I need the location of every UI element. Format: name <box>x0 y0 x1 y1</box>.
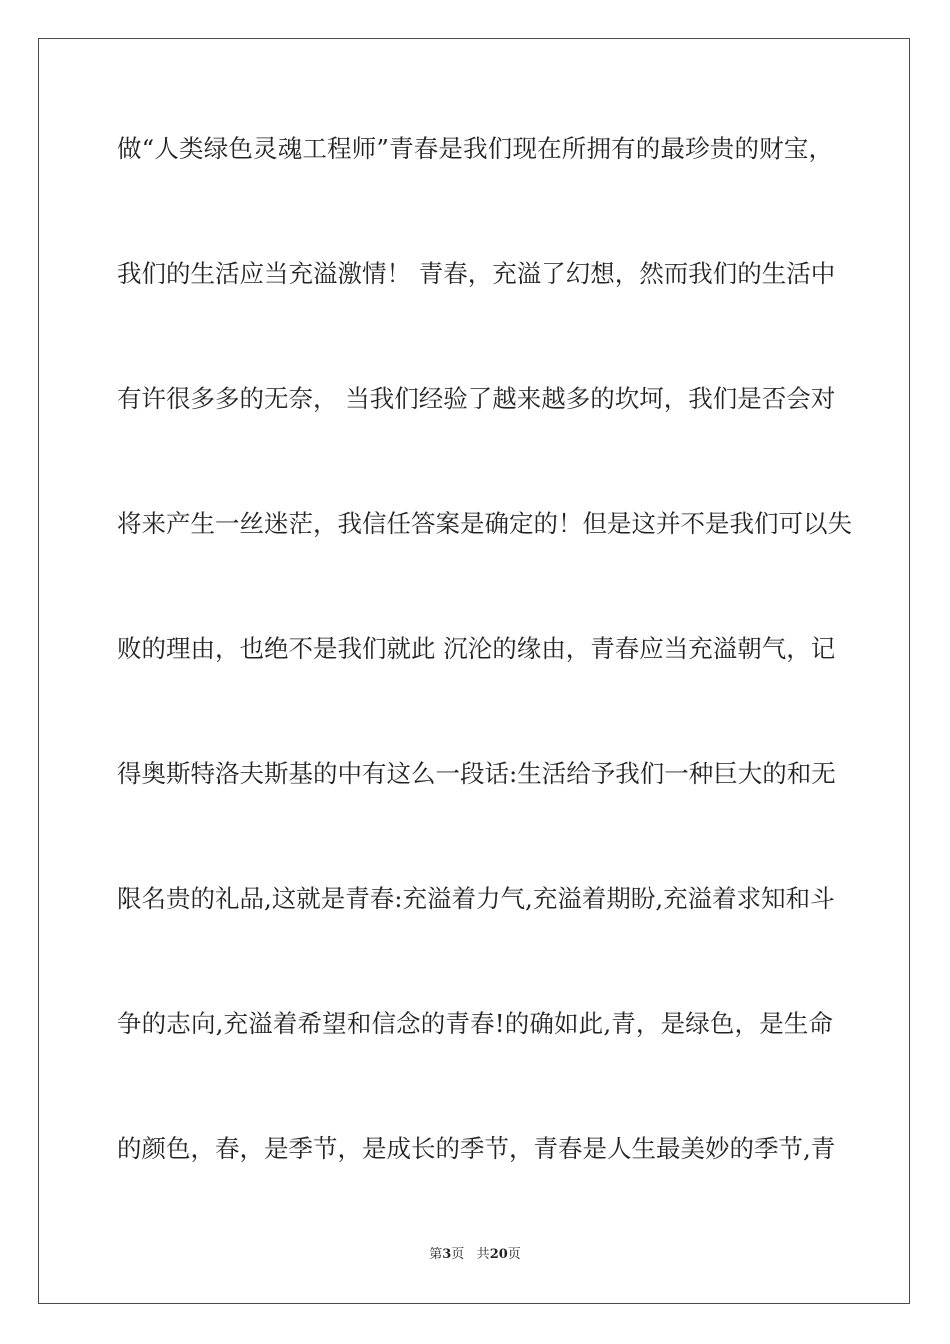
text-line-3: 有许很多多的无奈， 当我们经验了越来越多的坎坷，我们是否会对 <box>117 384 836 413</box>
text-line-1: 做“人类绿色灵魂工程师”青春是我们现在所拥有的最珍贵的财宝， <box>117 134 833 163</box>
page-number: 3 <box>442 1247 452 1262</box>
page-suffix: 页 <box>451 1247 465 1262</box>
page-border <box>38 38 910 1304</box>
total-suffix: 页 <box>507 1247 521 1262</box>
page-footer <box>0 1246 950 1264</box>
total-pages: 20 <box>489 1247 508 1262</box>
text-line-4: 将来产生一丝迷茫，我信任答案是确定的！但是这并不是我们可以失 <box>117 509 852 538</box>
total-prefix: 共 <box>476 1247 490 1262</box>
text-line-9: 的颜色，春，是季节，是成长的季节，青春是人生最美妙的季节,青 <box>117 1134 836 1163</box>
text-line-8: 争的志向,充溢着希望和信念的青春!的确如此,青，是绿色，是生命 <box>117 1009 833 1038</box>
text-line-5: 败的理由，也绝不是我们就此 沉沦的缘由，青春应当充溢朝气，记 <box>117 634 836 663</box>
text-line-2: 我们的生活应当充溢激情！ 青春，充溢了幻想，然而我们的生活中 <box>117 259 836 288</box>
page-prefix: 第 <box>429 1247 443 1262</box>
text-line-6: 得奥斯特洛夫斯基的中有这么一段话:生活给予我们一种巨大的和无 <box>117 759 836 788</box>
text-line-7: 限名贵的礼品,这就是青春:充溢着力气,充溢着期盼,充溢着求知和斗 <box>117 884 835 913</box>
